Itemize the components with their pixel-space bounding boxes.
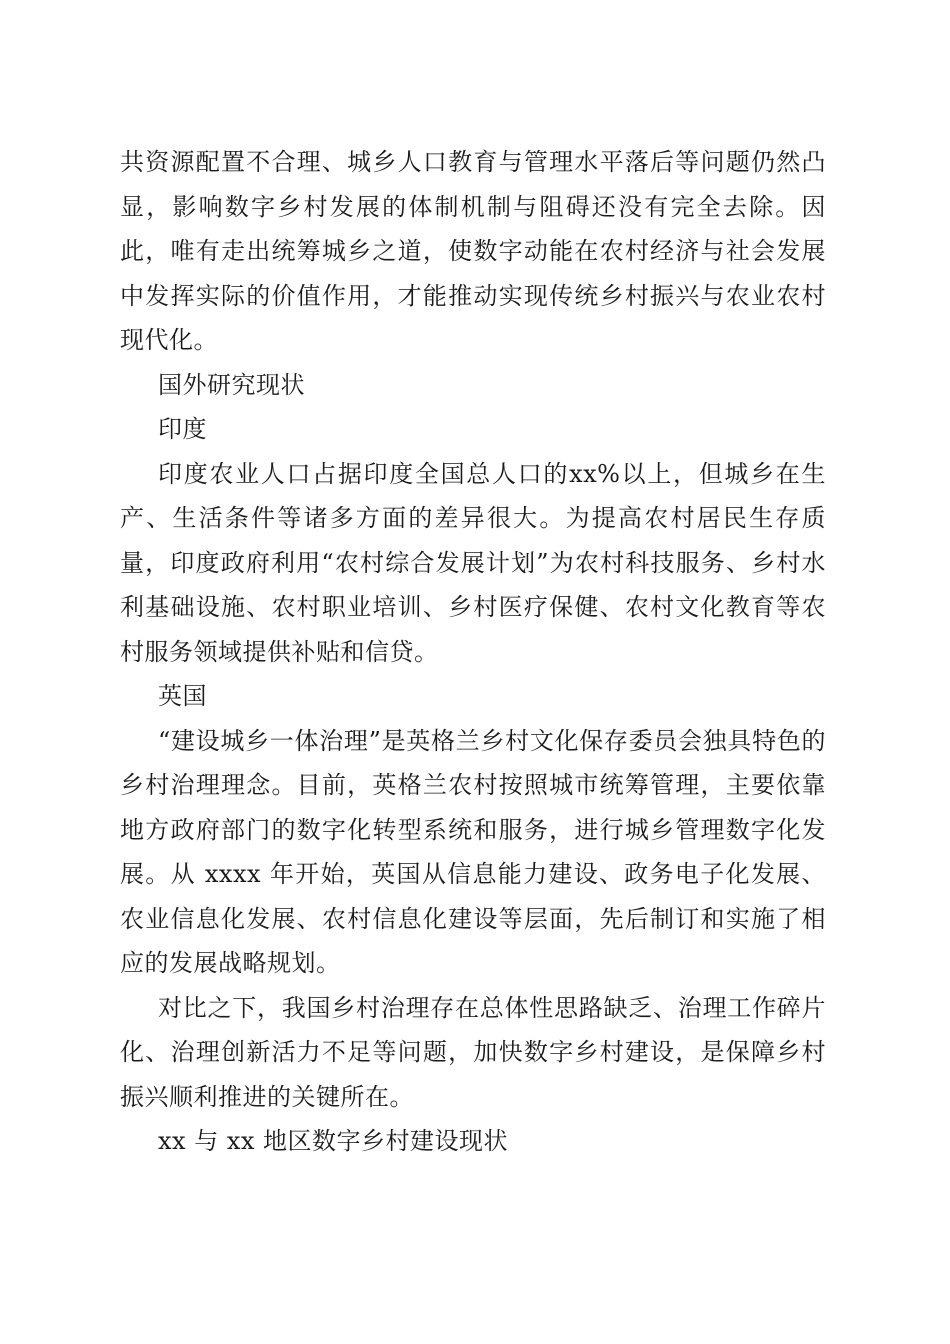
document-body [120, 140, 826, 1164]
heading-uk: 英国 [158, 682, 207, 710]
heading-india: 印度 [158, 415, 207, 443]
heading-regional-status: xx 与 xx 地区数字乡村建设现状 [158, 1127, 509, 1155]
paragraph-india: 印度农业人口占据印度全国总人口的xx%以上，但城乡在生产、生活条件等诸多方面的差异很大。为提高农村居民生存质量，印度政府利用“农村综合发展计划”为农村科技服务、乡村水利基础设施、农村职业培训、乡村医疗保健、农村文化教育等农村服务领域提供补贴和信贷。 [120, 459, 826, 666]
paragraph-continued: 共资源配置不合理、城乡人口教育与管理水平落后等问题仍然凸显，影响数字乡村发展的体制机制与阻碍还没有完全去除。因此，唯有走出统筹城乡之道，使数字动能在农村经济与社会发展中发挥实际的价值作用，才能推动实现传统乡村振兴与农业农村现代化。 [120, 148, 826, 354]
paragraph-comparison: 对比之下，我国乡村治理存在总体性思路缺乏、治理工作碎片化、治理创新活力不足等问题，加快数字乡村建设，是保障乡村振兴顺利推进的关键所在。 [120, 993, 826, 1111]
heading-foreign-research: 国外研究现状 [158, 370, 305, 399]
paragraph-uk: “建设城乡一体治理”是英格兰乡村文化保存委员会独具特色的乡村治理理念。目前，英格兰农村按照城市统筹管理，主要依靠地方政府部门的数字化转型系统和服务，进行城乡管理数字化发展。从 xxxx 年开始，英国从信息能力建设、政务电子化发展、农业信息化发展、农村信息化建设等层面，先后制订和实施了相应的发展战略规划。 [120, 726, 826, 977]
